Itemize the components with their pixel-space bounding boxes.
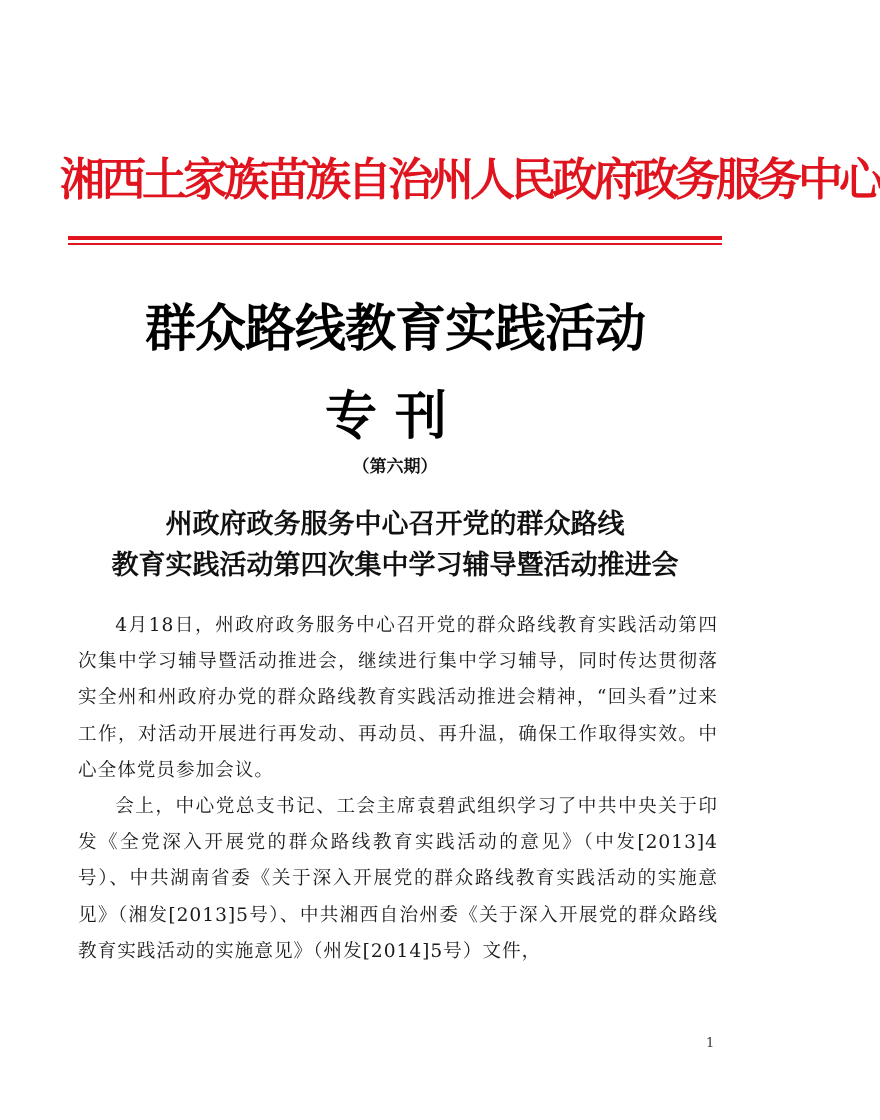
article-title-line-2: 教育实践活动第四次集中学习辅导暨活动推进会 [111, 550, 679, 581]
publication-subtitle: 专刊 [324, 387, 465, 447]
article-title-line-1: 州政府政务服务中心召开党的群众路线 [165, 509, 625, 540]
article-body [78, 608, 718, 970]
organization-header: 湘西土家族苗族自治州人民政府政务服务中心 [60, 153, 880, 206]
page-number: 1 [706, 1036, 715, 1051]
header-rule-thin [68, 243, 722, 245]
publication-title: 群众路线教育实践活动 [144, 300, 645, 359]
header-rule-thick [68, 236, 722, 240]
body-paragraph-1: 4月18日，州政府政务服务中心召开党的群众路线教育实践活动第四次集中学习辅导暨活动推进会，继续进行集中学习辅导，同时传达贯彻落实全州和州政府办党的群众路线教育实践活动推进会精神，“回头看”过来工作，对活动开展进行再发动、再动员、再升温，确保工作取得实效。中心全体党员参加会议。 [78, 615, 718, 781]
body-paragraph-2: 会上，中心党总支书记、工会主席袁碧武组织学习了中共中央关于印发《全党深入开展党的群众路线教育实践活动的意见》（中发[2013]4号）、中共湖南省委《关于深入开展党的群众路线教育实践活动的实施意见》（湘发[2013]5号）、中共湘西自治州委《关于深入开展党的群众路线教育实践活动的实施意见》（州发[2014]5号）文件， [78, 796, 718, 962]
issue-number: （第六期） [352, 457, 438, 477]
